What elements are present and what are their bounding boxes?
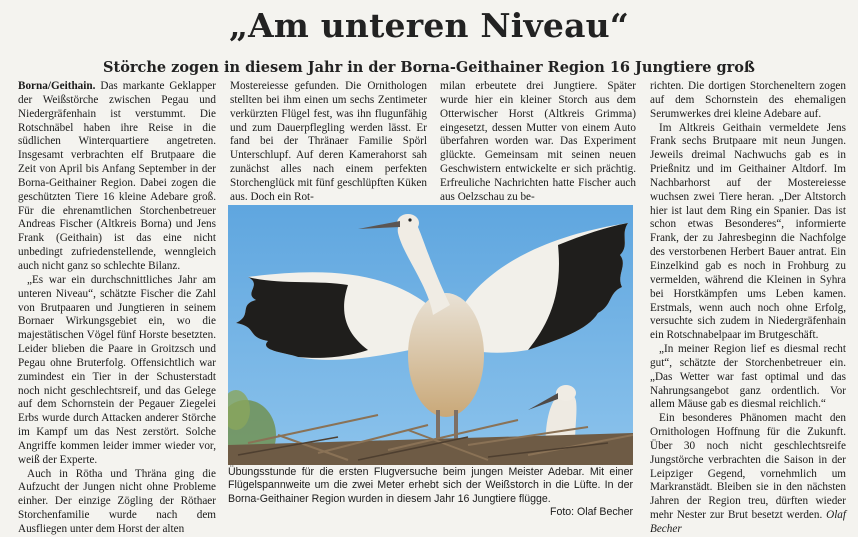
photo-caption — [228, 466, 633, 519]
caption-text: Übungsstunde für die ersten Flugversuche beim jungen Meister Adebar. Mit einer Flügelspannweite um die zwei Meter erhebt sich der Weißstorch in die Lüfte. In der Borna-Geithainer Region wurden in diesem Jahr 16 Jungtiere flügge. — [228, 466, 633, 505]
photo-credit: Foto: Olaf Becher — [549, 505, 633, 518]
article-column-4 — [650, 80, 846, 537]
paragraph: richten. Die dortigen Storcheneltern zogen auf dem Schornstein des ehemaligen Serumwerkes drei kleine Adebare auf. — [650, 80, 846, 120]
paragraph-text: Ein besonderes Phänomen macht den Ornithologen Hoffnung für die Zukunft. Über 30 noch nicht geschlechtsreife Jungstörche verbrachten die Saison in der Leipziger Gegend, vornehmlich um Markranstädt. Bleiben sie in den nächsten Jahren der Region treu, dürften wieder mehr Nester zur Brut besetzt werden. — [650, 412, 846, 522]
headline: „Am unteren Niveau“ — [228, 6, 630, 45]
paragraph: „In meiner Region lief es diesmal recht gut“, schätzte der Storchenbetreuer ein. „Das Wetter war fast optimal und das Nahrungsangebot ganz ordentlich. Vor allem Mäuse gab es diesmal reichlich.“ — [650, 343, 846, 411]
article-column-2 — [230, 80, 427, 205]
paragraph-text: Das markante Geklapper der Weißstörche zwischen Pegau und Niedergräfenhain ist verstummt. Die Rotschnäbel haben ihre Reise in die südlichen Winterquartiere angetreten. Insgesamt verbrachten elf Brutpaare die Zeit von April bis Anfang September in der Borna-Geithainer Region. Dabei zogen die geschützten Tiere 16 kleine Adebare groß. Für die ehrenamtlichen Storchenbetreuer Andreas Fischer (Altkreis Borna) und Jens Frank (Geithain) ist das eine nicht unbedingt zufriedenstellende, wenngleich auch nicht ganz so schlechte Bilanz. — [18, 80, 216, 272]
paragraph: Mostereiesse gefunden. Die Ornithologen stellten bei ihm einen um sechs Zentimeter verkürzten Flügel fest, was ihn flugunfähig und zum Dauerpflegling werden lässt. Er fand bei der Thränaer Familie Spörl Unterschlupf. Auf deren Kamerahorst sah zunächst alles nach einem perfekten Storchenglück mit fünf geschlüpften Küken aus. Doch ein Rot- — [230, 80, 427, 203]
paragraph: milan erbeutete drei Jungtiere. Später wurde hier ein kleiner Storch aus dem Otterwischer Horst (Altkreis Grimma) eingesetzt, dessen Mutter von einem Auto überfahren worden war. Das Experiment glückte. Gemeinsam mit seinen neuen Geschwistern entwickelte er sich prächtig. Erfreuliche Nachrichten hatte Fischer auch aus Oelzschau zu be- — [440, 80, 636, 203]
article-column-3 — [440, 80, 636, 205]
paragraph: „Es war ein durchschnittliches Jahr am unteren Niveau“, schätzte Fischer die Zahl von Brutpaaren und Jungtieren in seinem Bornaer Wirkungsgebiet ein, wo die majestätischen Vögel fünf Horste besetzten. Leider blieben die Paare in Groitzsch und Pegau ohne Bruterfolg. Offensichtlich war zumindest ein Tier in der Schusterstadt noch nicht geschlechtsreif, und das Gelege auf dem Schornstein der Pegauer Ziegelei Erbs wurde durch Attacken anderer Störche im Kampf um das Nest zerstört. Solche Angriffe kommen leider immer wieder vor, weiß der Experte. — [18, 273, 216, 466]
paragraph — [18, 80, 216, 274]
stork-photo-image — [228, 205, 633, 465]
paragraph — [650, 412, 846, 537]
dateline: Borna/Geithain. — [18, 80, 96, 92]
stork-photo — [228, 205, 633, 465]
article-column-1 — [18, 80, 216, 537]
subheadline: Störche zogen in diesem Jahr in der Borna-Geithainer Region 16 Jungtiere groß — [103, 59, 755, 76]
author-signature: Olaf Becher — [650, 509, 846, 535]
paragraph: Im Altkreis Geithain vermeldete Jens Frank sechs Brutpaare mit neun Jungen. Jeweils dreimal Nachwuchs gab es in Prießnitz und im Geithainer Altdorf. Im Nachbarhorst auf der Mostereiesse wuchsen zwei Tiere heran. „Der Altstorch hier ist laut dem Ring ein Spanier. Das ist schon etwas Besonderes“, informierte Frank, der zu Jahresbeginn die Nachfolge des verstorbenen Herbert Bauer antrat. Ein Einzelkind gab es noch in Frohburg zu vermelden, während die Kleinen in Syhra bei Horstkämpfen ums Leben kamen. Erstmals, wenn auch noch ohne Erfolg, versuchte sich zudem in Niedergräfenhain ein Rotschnabelpaar im Brutgeschäft. — [650, 121, 846, 342]
paragraph: Auch in Rötha und Thräna ging die Aufzucht der Jungen nicht ohne Probleme einher. Der einzige Zögling der Röthaer Storchenfamilie wurde nach dem Ausfliegen unter dem Horst der alten — [18, 467, 216, 535]
